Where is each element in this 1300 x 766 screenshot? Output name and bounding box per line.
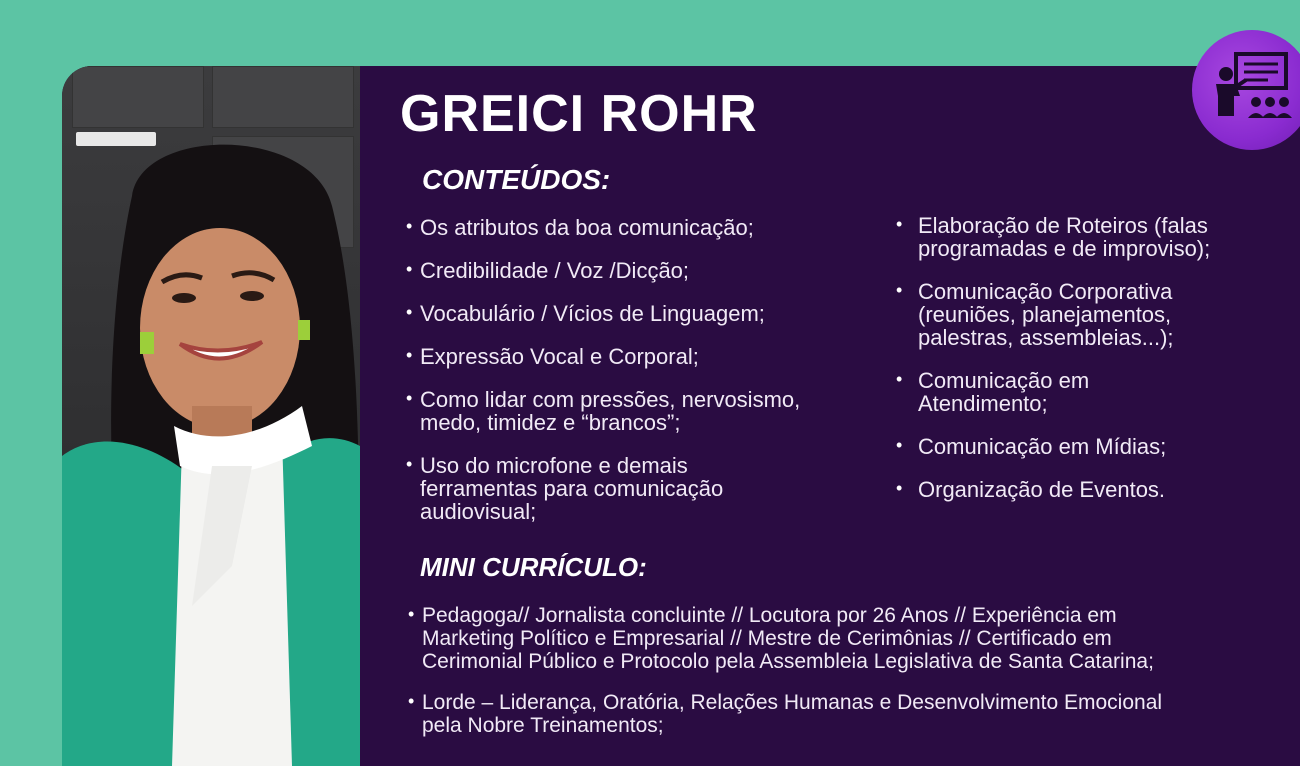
presenter-audience-icon (1206, 44, 1298, 136)
contents-list-right (892, 214, 1300, 501)
list-item: • Uso do microfone e demais ferramentas para comunicação audiovisual; (404, 454, 904, 523)
speaker-portrait-photo (62, 66, 360, 766)
list-item: • Como lidar com pressões, nervosismo, medo, timidez e “brancos”; (404, 388, 904, 434)
contents-title: CONTEÚDOS: (422, 164, 611, 195)
list-item: • Os atributos da boa comunicação; (404, 216, 904, 239)
mini-cv-title: MINI CURRÍCULO: (420, 552, 647, 582)
list-item: • Comunicação Corporativa (reuniões, planejamentos, palestras, assembleias...); (892, 280, 1300, 349)
presenter-badge (1192, 30, 1300, 150)
list-item: • Expressão Vocal e Corporal; (404, 345, 904, 368)
speaker-card (62, 66, 1300, 766)
contents-list-left (404, 216, 904, 523)
speaker-name: GREICI ROHR (400, 85, 758, 143)
list-item: • Credibilidade / Voz /Dicção; (404, 259, 904, 282)
list-item: • Vocabulário / Vícios de Linguagem; (404, 302, 904, 325)
mini-cv-list (406, 604, 1300, 737)
list-item: • Comunicação em Atendimento; (892, 369, 1300, 415)
list-item: • Elaboração de Roteiros (falas programadas e de improviso); (892, 214, 1300, 260)
list-item: • Pedagoga// Jornalista concluinte // Locutora por 26 Anos // Experiência em Marketing Político e Empresarial // Mestre de Cerimônias // Certificado em Cerimonial Público e Protocolo pela Assembleia Legislativa de Santa Catarina; (406, 604, 1300, 673)
list-item: • Organização de Eventos. (892, 478, 1300, 501)
list-item: • Comunicação em Mídias; (892, 435, 1300, 458)
list-item: • Lorde – Liderança, Oratória, Relações Humanas e Desenvolvimento Emocional pela Nobre Treinamentos; (406, 691, 1300, 737)
